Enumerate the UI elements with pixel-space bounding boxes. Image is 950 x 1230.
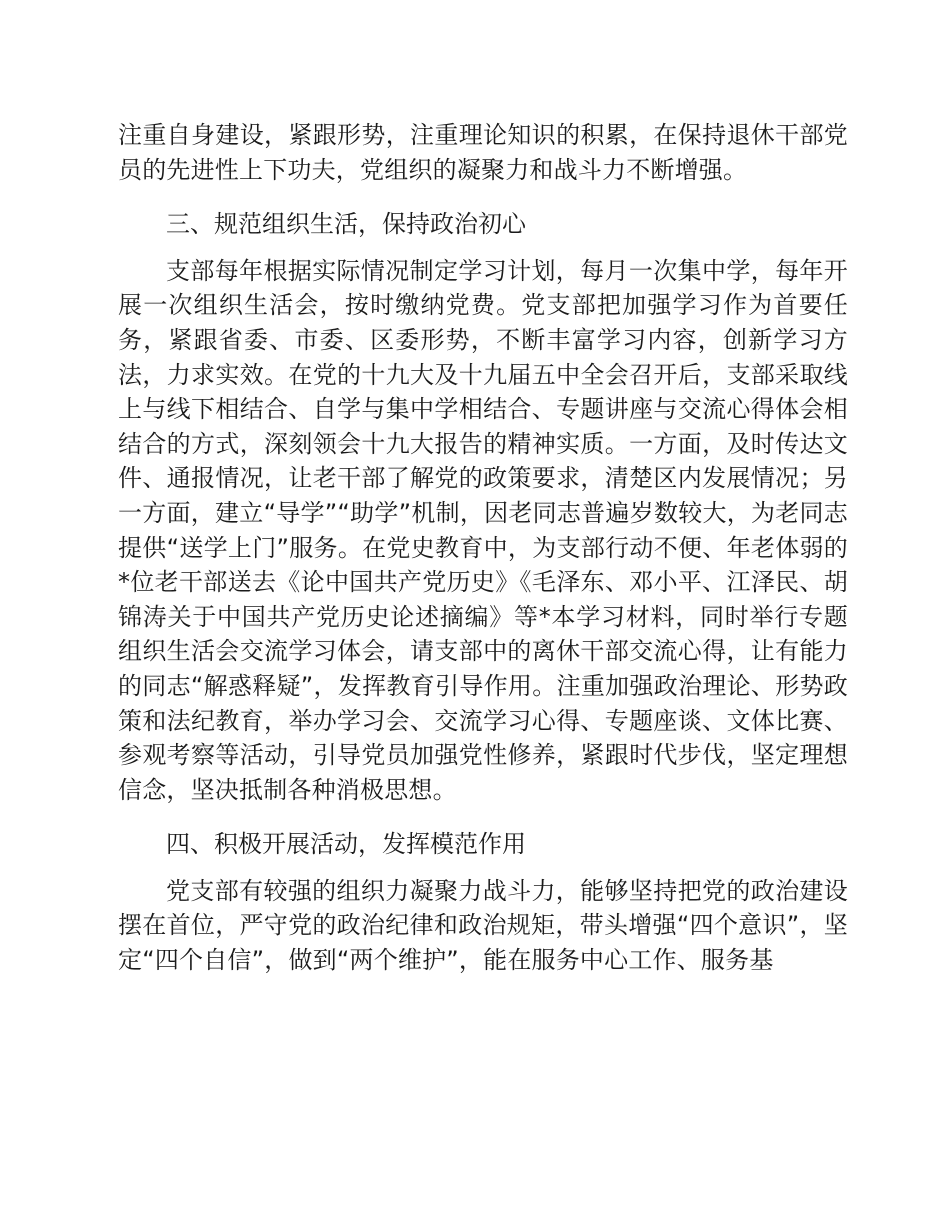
paragraph-activities: 党支部有较强的组织力凝聚力战斗力，能够坚持把党的政治建设摆在首位，严守党的政治纪律和政治规矩，带头增强“四个意识”，坚定“四个自信”，做到“两个维护”，能在服务中心工作、服务基 (118, 876, 848, 975)
paragraph-organization-life: 支部每年根据实际情况制定学习计划，每月一次集中学，每年开展一次组织生活会，按时缴纳党费。党支部把加强学习作为首要任务，紧跟省委、市委、区委形势，不断丰富学习内容，创新学习方法，力求实效。在党的十九大及十九届五中全会召开后，支部采取线上与线下相结合、自学与集中学相结合、专题讲座与交流心得体会相结合的方式，深刻领会十九大报告的精神实质。一方面，及时传达文件、通报情况，让老干部了解党的政策要求，清楚区内发展情况；另一方面，建立“导学”“助学”机制，因老同志普遍岁数较大，为老同志提供“送学上门”服务。在党史教育中，为支部行动不便、年老体弱的*位老干部送去《论中国共产党历史》《毛泽东、邓小平、江泽民、胡锦涛关于中国共产党历史论述摘编》等*本学习材料，同时举行专题组织生活会交流学习体会，请支部中的离休干部交流心得，让有能力的同志“解惑释疑”，发挥教育引导作用。注重加强政治理论、形势政策和法纪教育，举办学习会、交流学习心得、专题座谈、文体比赛、参观考察等活动，引导党员加强党性修养，紧跟时代步伐，坚定理想信念，坚决抵制各种消极思想。 (118, 256, 848, 804)
section-heading-three: 三、规范组织生活，保持政治初心 (166, 210, 526, 239)
paragraph-continuation: 注重自身建设，紧跟形势，注重理论知识的积累，在保持退休干部党员的先进性上下功夫，党组织的凝聚力和战斗力不断增强。 (118, 121, 848, 184)
section-heading-four: 四、积极开展活动，发挥模范作用 (166, 830, 526, 859)
document-body (118, 118, 848, 978)
